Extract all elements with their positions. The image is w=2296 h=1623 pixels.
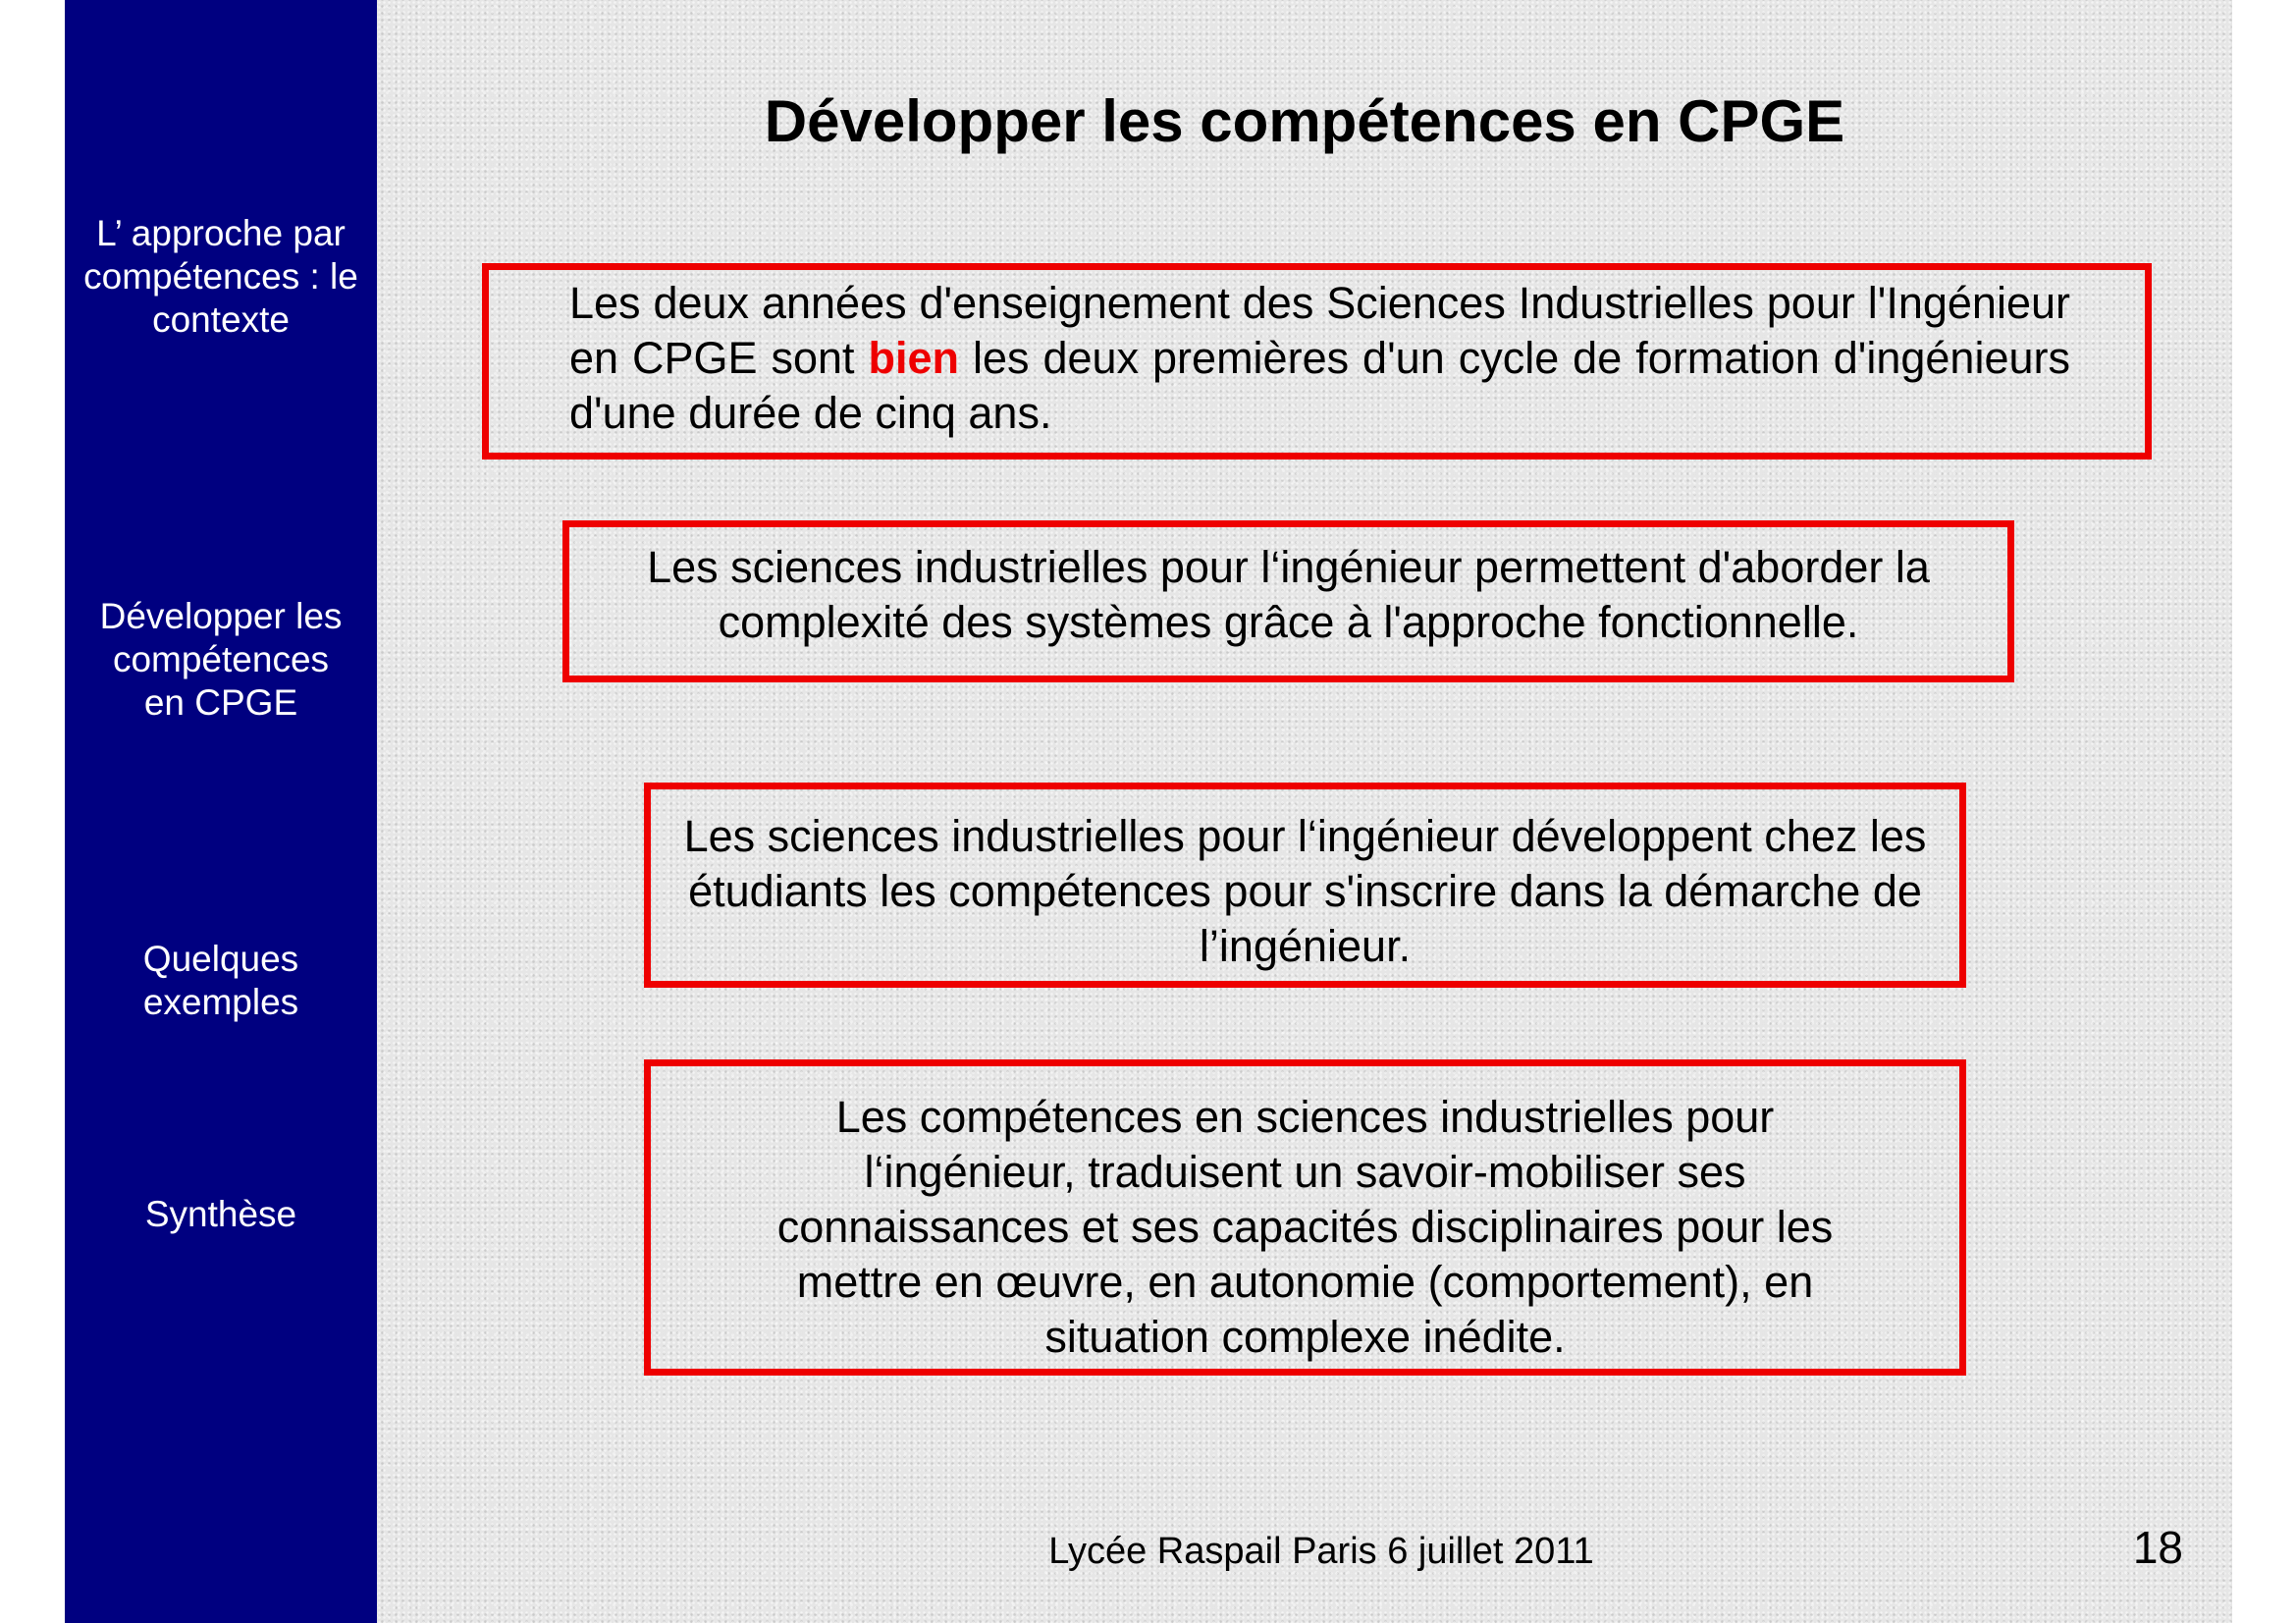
text-box-paragraph: Les sciences industrielles pour l‘ingénieur permettent d'aborder la complexité des systèmes grâce à l'approche fonctionnelle. (647, 542, 1930, 647)
page-number: 18 (2132, 1522, 2183, 1573)
highlight-word: bien (868, 333, 960, 383)
right-margin (2232, 0, 2296, 1623)
text-box-paragraph: Les sciences industrielles pour l‘ingénieur développent chez les étudiants les compétences pour s'inscrire dans la démarche de l’ingénieur. (683, 811, 1927, 971)
sidebar-item-label: Développer les compétences en CPGE (99, 596, 343, 723)
slide-content (377, 0, 2232, 1623)
text-segment: Les deux années d'enseignement des Sciences Industrielles pour l'Ingénieur en CPGE sont (569, 278, 2070, 383)
sidebar-item-synthese[interactable] (65, 1193, 377, 1236)
text-box-savoir-mobiliser (644, 1059, 1966, 1376)
sidebar-item-approche[interactable] (65, 212, 377, 342)
text-box-approche-fonctionnelle (562, 520, 2014, 682)
sidebar-item-label: Quelques exemples (142, 939, 299, 1022)
text-segment: les deux premières d'un cycle de formation d'ingénieurs d'une durée de cinq ans. (569, 333, 2070, 438)
page-title: Développer les compétences en CPGE (764, 88, 1845, 154)
sidebar-item-developper[interactable] (65, 595, 377, 725)
text-box-demarche-ingenieur (644, 783, 1966, 988)
sidebar-nav (65, 0, 377, 1623)
sidebar-item-label: L’ approche par compétences : le contexte (83, 213, 358, 340)
sidebar-item-exemples[interactable] (65, 938, 377, 1024)
text-box-paragraph: Les compétences en sciences industrielles pour l‘ingénieur, traduisent un savoir-mobiliser ses connaissances et ses capacités disciplinaires pour les mettre en œuvre, en autonomie (comportement), en situation complexe inédite. (776, 1092, 1834, 1362)
text-box-paragraph (569, 276, 2070, 441)
text-box-cycle-formation (482, 263, 2152, 460)
sidebar-item-label: Synthèse (144, 1194, 297, 1234)
footer-text: Lycée Raspail Paris 6 juillet 2011 (1048, 1531, 1594, 1572)
